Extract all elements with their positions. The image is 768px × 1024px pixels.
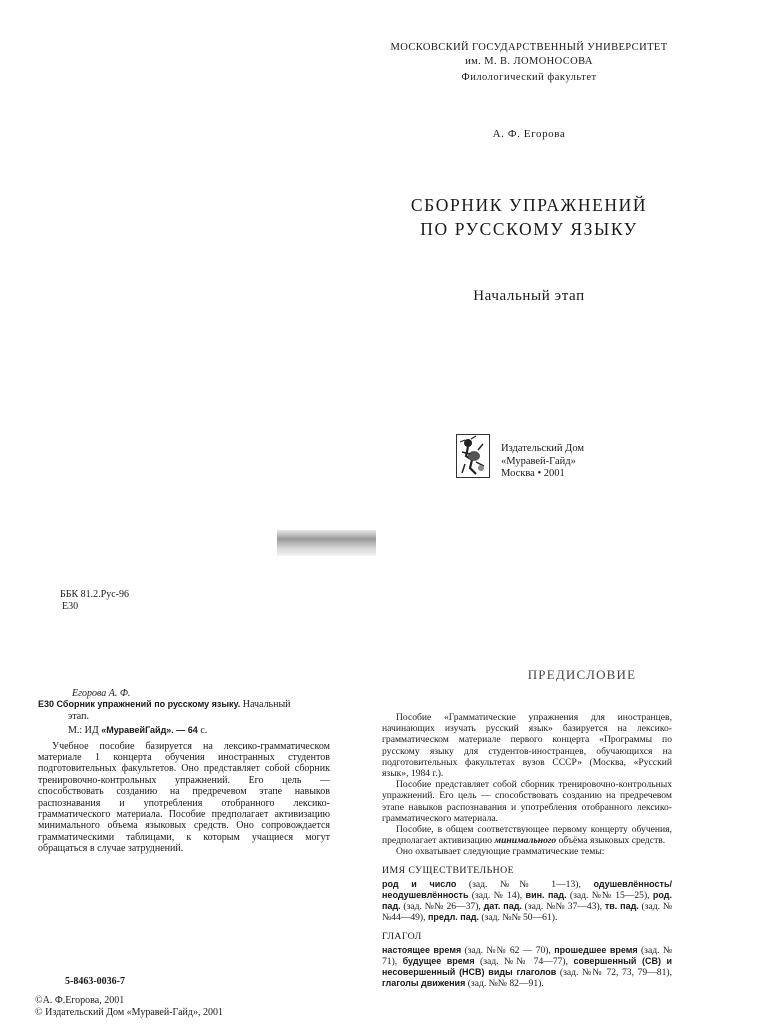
card-code: Е30 <box>38 699 55 710</box>
catalog-card <box>38 688 330 855</box>
preface-body <box>382 712 672 990</box>
card-title-bold: Сборник упражнений по русскому языку. <box>56 699 241 710</box>
noun-topic: тв. пад. <box>604 901 639 912</box>
title-line-1: СБОРНИК УПРАЖНЕНИЙ <box>410 195 648 215</box>
book-author: А. Ф. Егорова <box>492 128 566 140</box>
verb-ref: (зад. №№ 72, 73, 79—81), <box>556 967 672 979</box>
noun-ref: (зад. №№ 26—37), <box>400 901 484 913</box>
preface-paragraph-4: Оно охватывает следующие грамматические темы: <box>396 846 605 858</box>
bbk-line-1: ББК 81.2.Рус-96 <box>60 589 129 600</box>
card-imprint-bold: «МуравейГайд». — 64 <box>101 725 198 736</box>
card-annotation: Учебное пособие базируется на лексико-грамматическом материале 1 концерта обучения иностранных студентов подготовительных факультетов. Оно представляет собой сборник тренировочно-контрольных упражнений. Его цель — способствовать созданию на предречевом этапе навыков распознавания и употребления отобранного лексико-грамматического материала. Пособие предполагает активизацию минимального объема языковых средств. Оно сопровождается грамматическими таблицами, к которым учащиеся могут обращаться в случае затруднений. <box>38 740 330 855</box>
preface-paragraph-3 <box>382 824 672 846</box>
p3-emphasis: минимального <box>494 835 557 847</box>
noun-ref: (зад. №№ 15—25), <box>566 890 653 902</box>
noun-ref: (зад. №№ 50—61). <box>478 912 558 924</box>
verb-heading: ГЛАГОЛ <box>382 930 422 942</box>
verb-topic: будущее время <box>402 956 475 967</box>
card-title-line <box>38 699 330 710</box>
title-line-2: ПО РУССКОМУ ЯЗЫКУ <box>420 219 638 239</box>
verb-topics <box>382 945 672 990</box>
verb-topic: прошедшее время <box>554 944 638 955</box>
card-imprint <box>38 725 330 736</box>
noun-topic: дат. пад. <box>483 901 522 912</box>
copyright-line-1: ©А. Ф.Егорова, 2001 <box>35 995 125 1006</box>
publisher-city-year: Москва • 2001 <box>501 468 565 479</box>
p3-end: объёма языковых средств. <box>556 835 666 847</box>
copyright <box>35 995 223 1019</box>
noun-topic: вин. пад. <box>525 890 567 901</box>
noun-topic: одушевлённость/неодушевлённость <box>382 878 672 901</box>
ant-logo-icon <box>456 434 490 478</box>
verb-topic: совершенный (СВ) и несовершенный (НСВ) виды глаголов <box>382 956 672 978</box>
card-title-rest: Начальный <box>240 699 291 711</box>
publisher-info <box>501 443 584 481</box>
publisher-logo <box>456 434 490 478</box>
isbn: 5-8463-0036-7 <box>65 976 125 987</box>
verb-ref: (зад. №№ 74—77), <box>474 956 574 968</box>
noun-topic: предл. пад. <box>427 912 479 923</box>
copyright-line-2: © Издательский Дом «Муравей-Гайд», 2001 <box>35 1007 223 1018</box>
card-imprint-end: с. <box>197 725 208 737</box>
noun-topic: род и число <box>382 878 457 889</box>
university-line-1: МОСКОВСКИЙ ГОСУДАРСТВЕННЫЙ УНИВЕРСИТЕТ <box>390 42 668 53</box>
bbk-line-2: Е30 <box>62 600 79 612</box>
p3-start: Пособие, в общем соответствующее первому концерту обучения, предполагает активизацию <box>382 824 672 847</box>
noun-ref: (зад. № 14), <box>468 890 526 902</box>
preface-paragraph-1: Пособие «Грамматические упражнения для иностранцев, начинающих изучать русский язык» базируется на лексико-грамматическом материале первого концерта «Программы по русскому языку для студентов-иностранцев, обучающихся на подготовительных факультетах вузов СССР» (Москва, «Русский язык», 1984 г.). <box>382 712 672 780</box>
preface-paragraph-2: Пособие представляет собой сборник тренировочно-контрольных упражнений. Его цель — способствовать созданию на предречевом этапе навыков распознавания и употребления отобранного лексико-грамматического материала. <box>382 779 672 824</box>
book-title <box>344 193 714 241</box>
scan-artifact <box>277 530 376 556</box>
university-line-2: им. М. В. ЛОМОНОСОВА <box>465 56 593 67</box>
university-name <box>344 41 714 69</box>
verb-ref: (зад. №№ 82—91). <box>465 978 544 990</box>
noun-topic: род. пад. <box>382 890 672 912</box>
verb-topic: настоящее время <box>382 944 462 955</box>
card-title-line-2: этап. <box>68 710 89 722</box>
publisher-brand: «Муравей-Гайд» <box>501 455 576 467</box>
preface-title: ПРЕДИСЛОВИЕ <box>527 667 637 682</box>
verb-topic: глаголы движения <box>382 978 466 989</box>
noun-heading: ИМЯ СУЩЕСТВИТЕЛЬНОЕ <box>382 864 514 876</box>
bbk-code <box>60 589 129 612</box>
noun-ref: (зад. №№ 1—13), <box>456 878 594 890</box>
verb-ref: (зад. №№ 62 — 70), <box>461 944 555 956</box>
book-subtitle: Начальный этап <box>473 288 585 304</box>
card-author: Егорова А. Ф. <box>72 688 131 699</box>
faculty-name: Филологический факультет <box>461 72 597 83</box>
noun-ref: (зад. №№ 37—43), <box>521 901 605 913</box>
noun-topics <box>382 879 672 924</box>
card-imprint-start: М.: ИД <box>68 725 102 737</box>
publisher-name: Издательский Дом <box>501 443 585 454</box>
verb-ref: (зад. № 71), <box>382 944 672 968</box>
noun-ref: (зад. №№44—49), <box>382 901 672 924</box>
